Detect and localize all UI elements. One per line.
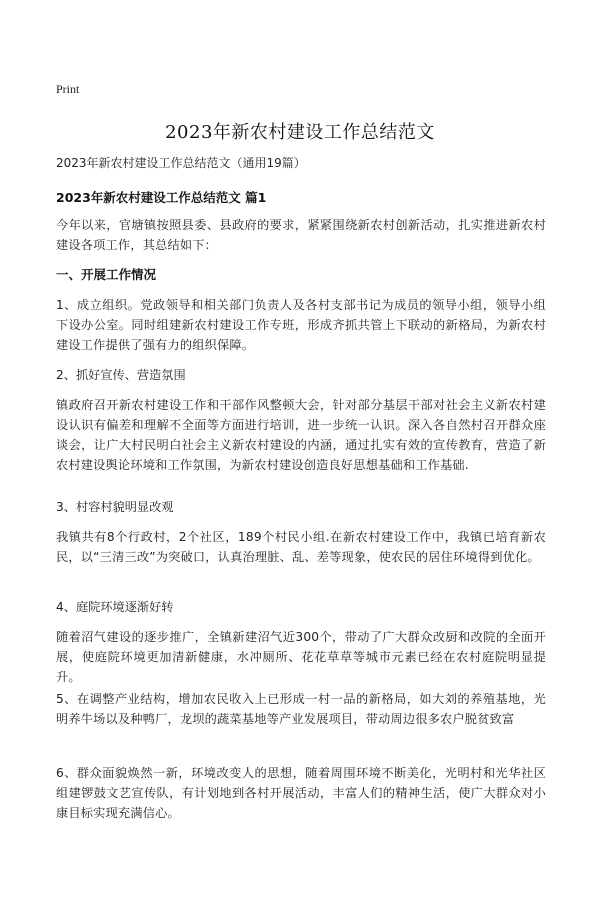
- item-5-paragraph: 5、在调整产业结构，增加农民收入上已形成一村一品的新格局，如大刘的养殖基地，光明养牛场以及种鸭厂，龙坝的蔬菜基地等产业发展项目，带动周边很多农户脱贫致富: [56, 692, 546, 726]
- item-4-paragraph: 随着沼气建设的逐步推广，全镇新建沼气近300个，带动了广大群众改厨和改院的全面开展，使庭院环境更加清新健康，水冲厕所、花花草草等城市元素已经在农村庭院明显提升。: [56, 630, 546, 684]
- item-4-heading: 4、庭院环境逐渐好转: [56, 600, 174, 614]
- article-heading: 2023年新农村建设工作总结范文 篇1: [56, 190, 267, 205]
- section-heading: 一、开展工作情况: [56, 267, 157, 282]
- document-subtitle: 2023年新农村建设工作总结范文（通用19篇）: [56, 156, 306, 170]
- item-3-heading: 3、村容村貌明显改观: [56, 500, 174, 514]
- page-title: 2023年新农村建设工作总结范文: [165, 122, 435, 143]
- item-3-paragraph: 我镇共有8个行政村，2个社区，189个村民小组.在新农村建设工作中，我镇已培育新农民，以“三清三改”为突破口，认真治理脏、乱、差等现象，使农民的居住环境得到优化。: [56, 530, 546, 564]
- item-2-paragraph: 镇政府召开新农村建设工作和干部作风整顿大会，针对部分基层干部对社会主义新农村建设认识有偏差和理解不全面等方面进行培训，进一步统一认识。深入各自然村召开群众座谈会，让广大村民明白社会主义新农村建设的内涵，通过扎实有效的宣传教育，营造了新农村建设舆论环境和工作氛围，为新农村建设创造良好思想基础和工作基础.: [56, 398, 546, 472]
- print-label: Print: [56, 82, 80, 96]
- intro-paragraph: 今年以来，官塘镇按照县委、县政府的要求，紧紧围绕新农村创新活动，扎实推进新农村建设各项工作，其总结如下：: [56, 218, 546, 252]
- item-6-paragraph: 6、群众面貌焕然一新，环境改变人的思想，随着周围环境不断美化，光明村和光华社区组建锣鼓文艺宣传队，有计划地到各村开展活动，丰富人们的精神生活，使广大群众对小康目标实现充满信心。: [56, 766, 546, 820]
- item-2-heading: 2、抓好宣传、营造氛围: [56, 368, 186, 382]
- item-1-paragraph: 1、成立组织。党政领导和相关部门负责人及各村支部书记为成员的领导小组，领导小组下设办公室。同时组建新农村建设工作专班，形成齐抓共管上下联动的新格局，为新农村建设工作提供了强有力的组织保障。: [56, 298, 546, 352]
